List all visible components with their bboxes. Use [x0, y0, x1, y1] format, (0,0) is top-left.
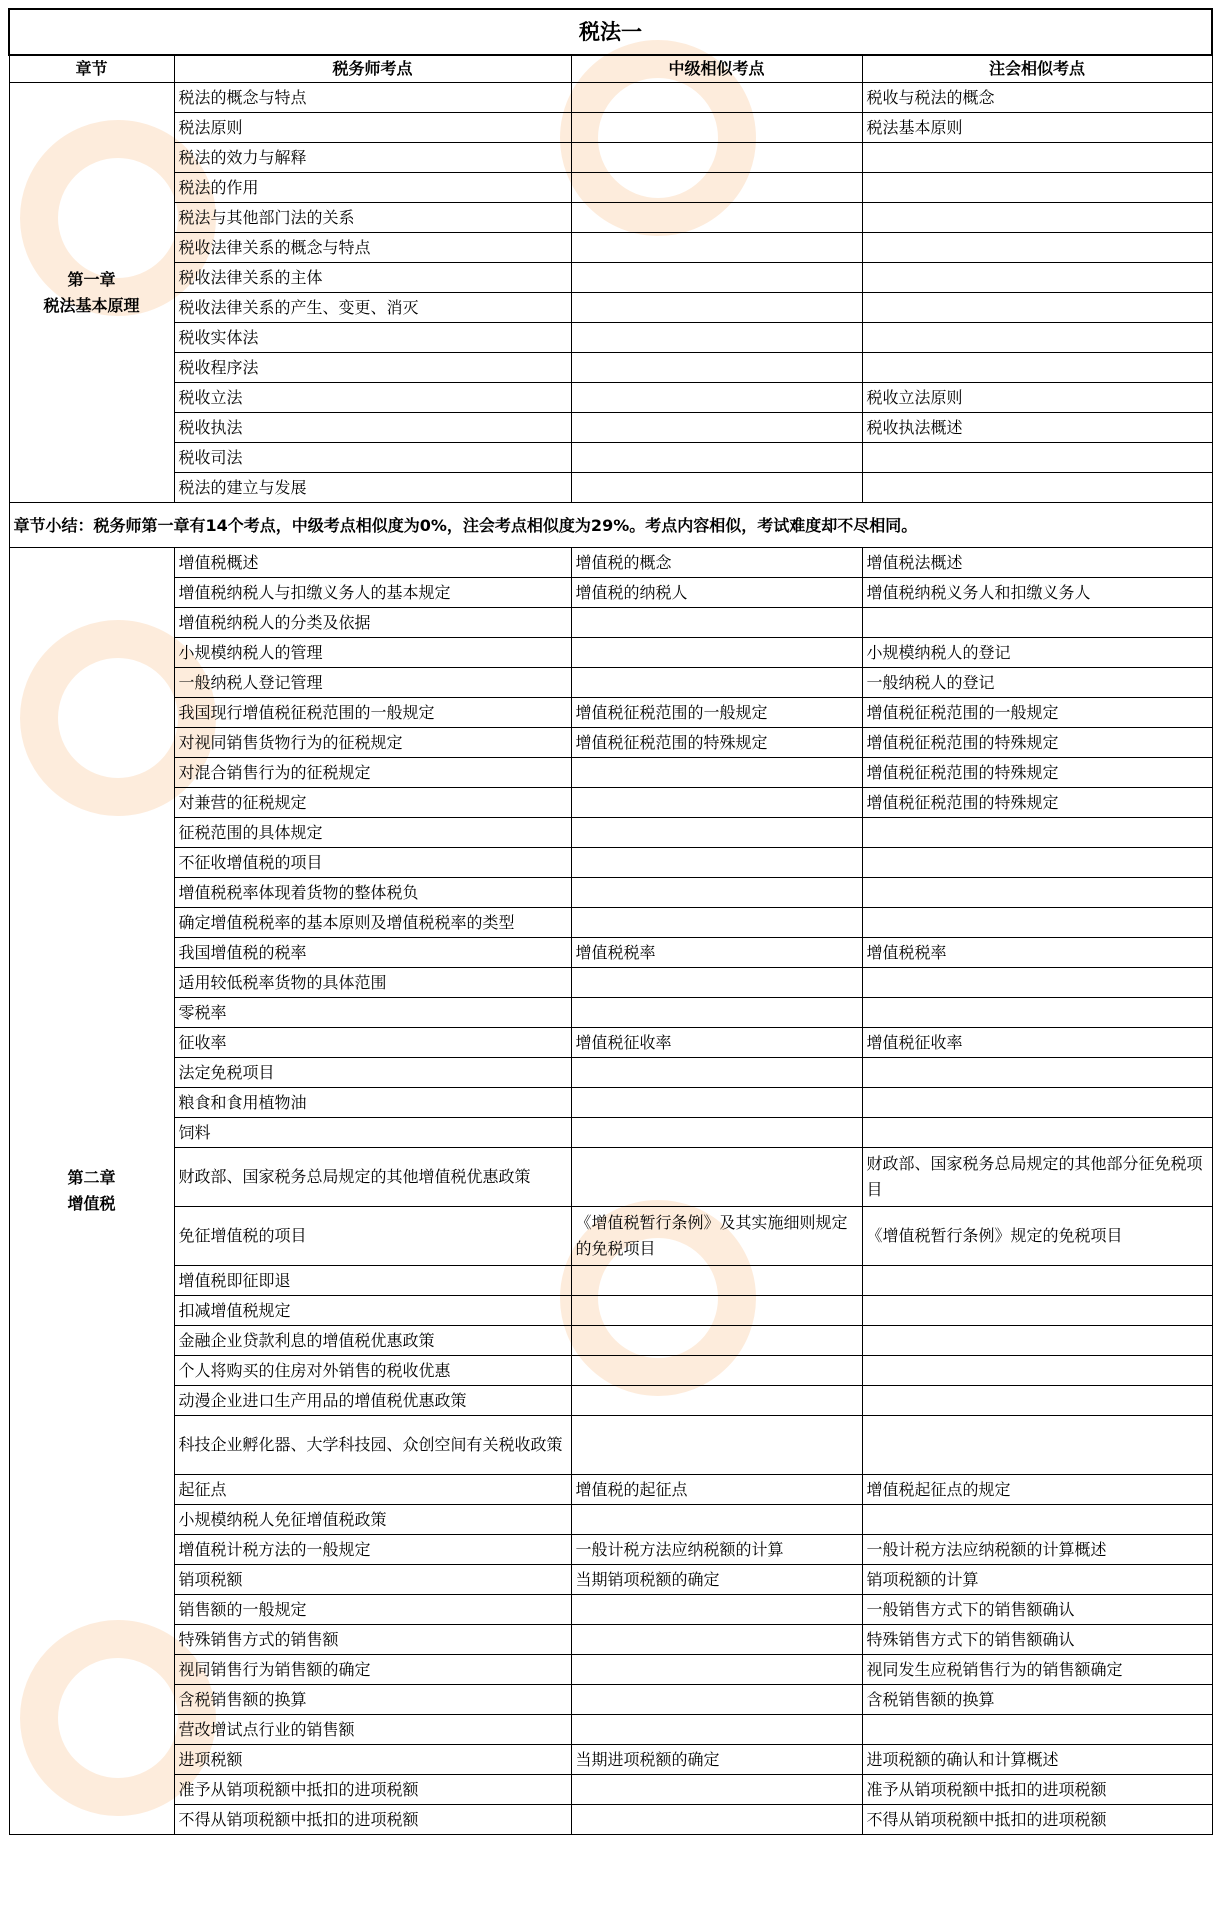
table-row	[9, 848, 1212, 878]
table-row	[9, 203, 1212, 233]
intermediate-point-cell	[571, 113, 862, 143]
table-row	[9, 788, 1212, 818]
table-row	[9, 1475, 1212, 1505]
table-row	[9, 1266, 1212, 1296]
table-row	[9, 353, 1212, 383]
table-row	[9, 1775, 1212, 1805]
cpa-point-cell	[862, 998, 1212, 1028]
tax-agent-point-cell: 税法的概念与特点	[174, 83, 571, 113]
tax-agent-point-cell: 财政部、国家税务总局规定的其他增值税优惠政策	[174, 1148, 571, 1207]
intermediate-point-cell	[571, 173, 862, 203]
table-row	[9, 818, 1212, 848]
cpa-point-cell: 不得从销项税额中抵扣的进项税额	[862, 1805, 1212, 1835]
intermediate-point-cell	[571, 848, 862, 878]
table-row	[9, 668, 1212, 698]
table-row	[9, 1805, 1212, 1835]
table-row	[9, 143, 1212, 173]
cpa-point-cell	[862, 878, 1212, 908]
tax-agent-point-cell: 税收实体法	[174, 323, 571, 353]
cpa-point-cell	[862, 173, 1212, 203]
tax-agent-point-cell: 对视同销售货物行为的征税规定	[174, 728, 571, 758]
table-row	[9, 413, 1212, 443]
intermediate-point-cell	[571, 908, 862, 938]
tax-agent-point-cell: 确定增值税税率的基本原则及增值税税率的类型	[174, 908, 571, 938]
cpa-point-cell	[862, 1088, 1212, 1118]
cpa-point-cell: 销项税额的计算	[862, 1565, 1212, 1595]
table-title: 税法一	[9, 9, 1212, 55]
tax-agent-point-cell: 增值税纳税人与扣缴义务人的基本规定	[174, 578, 571, 608]
tax-agent-point-cell: 税法的作用	[174, 173, 571, 203]
cpa-point-cell: 增值税税率	[862, 938, 1212, 968]
intermediate-point-cell	[571, 353, 862, 383]
cpa-point-cell: 财政部、国家税务总局规定的其他部分征免税项目	[862, 1148, 1212, 1207]
table-row	[9, 758, 1212, 788]
tax-agent-point-cell: 营改增试点行业的销售额	[174, 1715, 571, 1745]
cpa-point-cell	[862, 818, 1212, 848]
cpa-point-cell	[862, 473, 1212, 503]
cpa-point-cell	[862, 233, 1212, 263]
chapter-number: 第一章	[67, 269, 116, 289]
table-row	[9, 173, 1212, 203]
cpa-point-cell: 视同发生应税销售行为的销售额确定	[862, 1655, 1212, 1685]
tax-agent-point-cell: 饲料	[174, 1118, 571, 1148]
intermediate-point-cell	[571, 1595, 862, 1625]
tax-agent-point-cell: 金融企业贷款利息的增值税优惠政策	[174, 1326, 571, 1356]
table-row	[9, 1565, 1212, 1595]
table-row	[9, 1535, 1212, 1565]
intermediate-point-cell: 增值税的概念	[571, 548, 862, 578]
intermediate-point-cell	[571, 1505, 862, 1535]
tax-agent-point-cell: 销项税额	[174, 1565, 571, 1595]
table-row	[9, 608, 1212, 638]
cpa-point-cell	[862, 1505, 1212, 1535]
cpa-point-cell	[862, 1118, 1212, 1148]
intermediate-point-cell: 当期进项税额的确定	[571, 1745, 862, 1775]
cpa-point-cell: 增值税征税范围的特殊规定	[862, 788, 1212, 818]
chapter-cell	[9, 548, 174, 1835]
cpa-point-cell	[862, 848, 1212, 878]
tax-agent-point-cell: 我国现行增值税征税范围的一般规定	[174, 698, 571, 728]
intermediate-point-cell: 增值税的起征点	[571, 1475, 862, 1505]
tax-agent-point-cell: 税收司法	[174, 443, 571, 473]
cpa-point-cell: 准予从销项税额中抵扣的进项税额	[862, 1775, 1212, 1805]
tax-agent-point-cell: 增值税纳税人的分类及依据	[174, 608, 571, 638]
tax-agent-point-cell: 税收程序法	[174, 353, 571, 383]
cpa-point-cell: 税收与税法的概念	[862, 83, 1212, 113]
chapter-cell	[9, 83, 174, 503]
cpa-point-cell: 增值税起征点的规定	[862, 1475, 1212, 1505]
intermediate-point-cell	[571, 668, 862, 698]
table-row	[9, 1326, 1212, 1356]
intermediate-point-cell	[571, 1356, 862, 1386]
tax-agent-point-cell: 进项税额	[174, 1745, 571, 1775]
cpa-point-cell: 一般计税方法应纳税额的计算概述	[862, 1535, 1212, 1565]
intermediate-point-cell: 增值税征税范围的一般规定	[571, 698, 862, 728]
tax-agent-point-cell: 我国增值税的税率	[174, 938, 571, 968]
cpa-point-cell: 小规模纳税人的登记	[862, 638, 1212, 668]
cpa-point-cell: 税收立法原则	[862, 383, 1212, 413]
table-row	[9, 638, 1212, 668]
header-tax-agent-points: 税务师考点	[174, 55, 571, 83]
intermediate-point-cell	[571, 1775, 862, 1805]
chapter-summary: 章节小结：税务师第一章有14个考点，中级考点相似度为0%，注会考点相似度为29%。考点内容相似，考试难度却不尽相同。	[9, 503, 1212, 548]
cpa-point-cell	[862, 1266, 1212, 1296]
intermediate-point-cell	[571, 878, 862, 908]
tax-agent-point-cell: 税法的建立与发展	[174, 473, 571, 503]
tax-agent-point-cell: 起征点	[174, 1475, 571, 1505]
cpa-point-cell	[862, 608, 1212, 638]
cpa-point-cell	[862, 1386, 1212, 1416]
intermediate-point-cell	[571, 1148, 862, 1207]
intermediate-point-cell: 增值税征税范围的特殊规定	[571, 728, 862, 758]
cpa-point-cell: 增值税征收率	[862, 1028, 1212, 1058]
tax-agent-point-cell: 征收率	[174, 1028, 571, 1058]
tax-agent-point-cell: 视同销售行为销售额的确定	[174, 1655, 571, 1685]
tax-agent-point-cell: 税收法律关系的产生、变更、消灭	[174, 293, 571, 323]
intermediate-point-cell	[571, 1805, 862, 1835]
cpa-point-cell	[862, 293, 1212, 323]
cpa-point-cell: 税收执法概述	[862, 413, 1212, 443]
intermediate-point-cell: 一般计税方法应纳税额的计算	[571, 1535, 862, 1565]
cpa-point-cell: 税法基本原则	[862, 113, 1212, 143]
intermediate-point-cell	[571, 1088, 862, 1118]
table-row	[9, 1356, 1212, 1386]
tax-agent-point-cell: 增值税概述	[174, 548, 571, 578]
tax-agent-point-cell: 增值税税率体现着货物的整体税负	[174, 878, 571, 908]
intermediate-point-cell	[571, 203, 862, 233]
cpa-point-cell: 增值税法概述	[862, 548, 1212, 578]
tax-agent-point-cell: 对兼营的征税规定	[174, 788, 571, 818]
cpa-point-cell	[862, 443, 1212, 473]
table-row	[9, 1058, 1212, 1088]
table-row	[9, 473, 1212, 503]
tax-agent-point-cell: 征税范围的具体规定	[174, 818, 571, 848]
intermediate-point-cell: 《增值税暂行条例》及其实施细则规定的免税项目	[571, 1207, 862, 1266]
table-row	[9, 1118, 1212, 1148]
intermediate-point-cell	[571, 1416, 862, 1475]
intermediate-point-cell	[571, 818, 862, 848]
intermediate-point-cell	[571, 1715, 862, 1745]
intermediate-point-cell	[571, 143, 862, 173]
cpa-point-cell: 增值税征税范围的特殊规定	[862, 728, 1212, 758]
tax-agent-point-cell: 特殊销售方式的销售额	[174, 1625, 571, 1655]
table-row	[9, 578, 1212, 608]
table-row	[9, 1148, 1212, 1207]
table-row	[9, 1685, 1212, 1715]
tax-agent-point-cell: 不征收增值税的项目	[174, 848, 571, 878]
intermediate-point-cell	[571, 83, 862, 113]
table-row	[9, 728, 1212, 758]
intermediate-point-cell: 增值税征收率	[571, 1028, 862, 1058]
tax-agent-point-cell: 科技企业孵化器、大学科技园、众创空间有关税收政策	[174, 1416, 571, 1475]
tax-agent-point-cell: 免征增值税的项目	[174, 1207, 571, 1266]
table-row	[9, 1386, 1212, 1416]
cpa-point-cell	[862, 1715, 1212, 1745]
table-row	[9, 293, 1212, 323]
tax-agent-point-cell: 适用较低税率货物的具体范围	[174, 968, 571, 998]
intermediate-point-cell: 增值税的纳税人	[571, 578, 862, 608]
tax-agent-point-cell: 税法原则	[174, 113, 571, 143]
tax-agent-point-cell: 小规模纳税人免征增值税政策	[174, 1505, 571, 1535]
tax-agent-point-cell: 税法的效力与解释	[174, 143, 571, 173]
intermediate-point-cell	[571, 638, 862, 668]
tax-agent-point-cell: 销售额的一般规定	[174, 1595, 571, 1625]
table-row	[9, 1595, 1212, 1625]
tax-agent-point-cell: 对混合销售行为的征税规定	[174, 758, 571, 788]
cpa-point-cell: 增值税征税范围的一般规定	[862, 698, 1212, 728]
intermediate-point-cell	[571, 1386, 862, 1416]
intermediate-point-cell: 当期销项税额的确定	[571, 1565, 862, 1595]
cpa-point-cell	[862, 1058, 1212, 1088]
tax-agent-point-cell: 税法与其他部门法的关系	[174, 203, 571, 233]
table-row	[9, 1715, 1212, 1745]
intermediate-point-cell	[571, 263, 862, 293]
tax-agent-point-cell: 扣减增值税规定	[174, 1296, 571, 1326]
table-row	[9, 1088, 1212, 1118]
table-row	[9, 1296, 1212, 1326]
table-row	[9, 1655, 1212, 1685]
intermediate-point-cell	[571, 1266, 862, 1296]
cpa-point-cell: 一般纳税人的登记	[862, 668, 1212, 698]
cpa-point-cell	[862, 323, 1212, 353]
cpa-point-cell	[862, 1296, 1212, 1326]
intermediate-point-cell	[571, 443, 862, 473]
chapter-title: 增值税	[67, 1194, 116, 1213]
table-row	[9, 908, 1212, 938]
tax-agent-point-cell: 税收法律关系的概念与特点	[174, 233, 571, 263]
tax-agent-point-cell: 动漫企业进口生产用品的增值税优惠政策	[174, 1386, 571, 1416]
table-body	[9, 83, 1212, 1835]
tax-agent-point-cell: 小规模纳税人的管理	[174, 638, 571, 668]
cpa-point-cell: 特殊销售方式下的销售额确认	[862, 1625, 1212, 1655]
cpa-point-cell	[862, 1356, 1212, 1386]
table-row	[9, 83, 1212, 113]
tax-agent-point-cell: 税收立法	[174, 383, 571, 413]
tax-agent-point-cell: 零税率	[174, 998, 571, 1028]
intermediate-point-cell	[571, 383, 862, 413]
intermediate-point-cell	[571, 968, 862, 998]
intermediate-point-cell	[571, 758, 862, 788]
cpa-point-cell	[862, 203, 1212, 233]
table-row	[9, 698, 1212, 728]
tax-agent-point-cell: 一般纳税人登记管理	[174, 668, 571, 698]
table-row	[9, 1207, 1212, 1266]
table-row	[9, 1028, 1212, 1058]
intermediate-point-cell	[571, 323, 862, 353]
intermediate-point-cell	[571, 413, 862, 443]
table-row	[9, 1745, 1212, 1775]
intermediate-point-cell	[571, 608, 862, 638]
intermediate-point-cell	[571, 788, 862, 818]
tax-agent-point-cell: 粮食和食用植物油	[174, 1088, 571, 1118]
chapter-number: 第二章	[67, 1168, 116, 1187]
table-row	[9, 968, 1212, 998]
cpa-point-cell: 含税销售额的换算	[862, 1685, 1212, 1715]
cpa-point-cell: 进项税额的确认和计算概述	[862, 1745, 1212, 1775]
tax-agent-point-cell: 税收执法	[174, 413, 571, 443]
cpa-point-cell: 《增值税暂行条例》规定的免税项目	[862, 1207, 1212, 1266]
tax-agent-point-cell: 个人将购买的住房对外销售的税收优惠	[174, 1356, 571, 1386]
table-row	[9, 383, 1212, 413]
intermediate-point-cell	[571, 1685, 862, 1715]
table-row	[9, 443, 1212, 473]
tax-agent-point-cell: 准予从销项税额中抵扣的进项税额	[174, 1775, 571, 1805]
header-chapter: 章节	[9, 55, 174, 83]
intermediate-point-cell	[571, 1326, 862, 1356]
table-row	[9, 1416, 1212, 1475]
intermediate-point-cell	[571, 1058, 862, 1088]
intermediate-point-cell	[571, 1118, 862, 1148]
table-row	[9, 233, 1212, 263]
chapter-title: 税法基本原理	[43, 295, 140, 315]
summary-row	[9, 503, 1212, 548]
intermediate-point-cell	[571, 998, 862, 1028]
intermediate-point-cell	[571, 1655, 862, 1685]
intermediate-point-cell	[571, 233, 862, 263]
table-row	[9, 113, 1212, 143]
tax-agent-point-cell: 不得从销项税额中抵扣的进项税额	[174, 1805, 571, 1835]
cpa-point-cell: 一般销售方式下的销售额确认	[862, 1595, 1212, 1625]
cpa-point-cell	[862, 353, 1212, 383]
intermediate-point-cell	[571, 473, 862, 503]
tax-law-comparison-table	[8, 8, 1213, 1835]
cpa-point-cell	[862, 143, 1212, 173]
table-row	[9, 263, 1212, 293]
cpa-point-cell	[862, 263, 1212, 293]
intermediate-point-cell	[571, 1625, 862, 1655]
table-row	[9, 548, 1212, 578]
cpa-point-cell: 增值税征税范围的特殊规定	[862, 758, 1212, 788]
tax-agent-point-cell: 增值税即征即退	[174, 1266, 571, 1296]
cpa-point-cell: 增值税纳税义务人和扣缴义务人	[862, 578, 1212, 608]
table-row	[9, 938, 1212, 968]
cpa-point-cell	[862, 1416, 1212, 1475]
header-cpa-points: 注会相似考点	[862, 55, 1212, 83]
table-row	[9, 323, 1212, 353]
table-row	[9, 878, 1212, 908]
tax-agent-point-cell: 税收法律关系的主体	[174, 263, 571, 293]
cpa-point-cell	[862, 908, 1212, 938]
intermediate-point-cell	[571, 293, 862, 323]
table-row	[9, 1625, 1212, 1655]
tax-agent-point-cell: 含税销售额的换算	[174, 1685, 571, 1715]
cpa-point-cell	[862, 1326, 1212, 1356]
header-intermediate-points: 中级相似考点	[571, 55, 862, 83]
intermediate-point-cell	[571, 1296, 862, 1326]
intermediate-point-cell: 增值税税率	[571, 938, 862, 968]
tax-agent-point-cell: 法定免税项目	[174, 1058, 571, 1088]
table-row	[9, 998, 1212, 1028]
cpa-point-cell	[862, 968, 1212, 998]
tax-agent-point-cell: 增值税计税方法的一般规定	[174, 1535, 571, 1565]
table-row	[9, 1505, 1212, 1535]
